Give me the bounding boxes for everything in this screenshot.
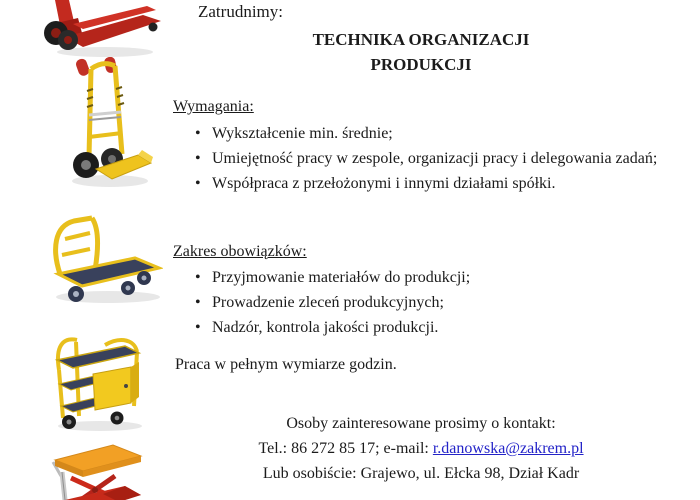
requirements-heading: Wymagania: (173, 98, 254, 115)
contact-block (175, 411, 667, 486)
intro-line: Zatrudnimy: (198, 2, 283, 21)
duties-list (173, 265, 665, 340)
shelf-trolley-image (45, 328, 150, 433)
contact-tel-line (175, 436, 667, 461)
platform-cart-image (38, 212, 163, 307)
email-link[interactable]: r.danowska@zakrem.pl (432, 440, 584, 457)
duty-item: • Przyjmowanie materiałów do produkcji; (173, 265, 665, 290)
scissor-lift-image (45, 438, 145, 500)
contact-tel-text: Tel.: 86 272 85 17; e-mail: (258, 440, 433, 457)
hand-truck-image (58, 57, 153, 192)
job-title-line2: PRODUKCJI (370, 55, 472, 74)
job-title-line1: TECHNIKA ORGANIZACJI (312, 30, 530, 49)
requirement-item: • Współpraca z przełożonymi i innymi działami spółki. (173, 171, 665, 196)
duties-heading: Zakres obowiązków: (173, 243, 307, 260)
duty-item: • Nadzór, kontrola jakości produkcji. (173, 315, 665, 340)
requirement-item: • Wykształcenie min. średnie; (173, 121, 665, 146)
pallet-truck-image (35, 0, 165, 58)
requirements-list (173, 121, 665, 196)
employment-note: Praca w pełnym wymiarze godzin. (175, 356, 397, 373)
duty-item: • Prowadzenie zleceń produkcyjnych; (173, 290, 665, 315)
job-title (175, 27, 667, 77)
requirement-item: • Umiejętność pracy w zespole, organizacji pracy i delegowania zadań; (173, 146, 665, 171)
contact-address-line: Lub osobiście: Grajewo, ul. Ełcka 98, Dział Kadr (262, 465, 580, 482)
contact-intro: Osoby zainteresowane prosimy o kontakt: (286, 415, 556, 432)
